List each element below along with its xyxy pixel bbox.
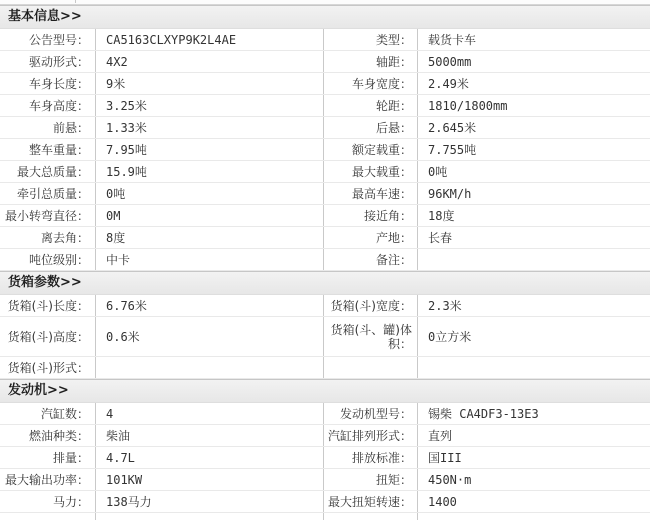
spec-value-text: 138马力 [106, 494, 152, 509]
spec-value-text: 101KW [106, 472, 143, 487]
spec-value-text: 450N·m [428, 472, 472, 487]
spec-value [96, 295, 324, 316]
spec-value-text: 0吨 [428, 164, 448, 179]
spec-value [418, 29, 650, 50]
spec-label [0, 317, 96, 356]
spec-label-text: 最大总质量： [16, 164, 89, 179]
spec-row [0, 425, 650, 447]
spec-label-text: 最大输出功率： [4, 472, 89, 487]
spec-value-text: 1.33米 [106, 120, 147, 135]
spec-value [96, 447, 324, 468]
spec-value [96, 29, 324, 50]
spec-label [0, 295, 96, 316]
spec-label-text: 排量： [52, 450, 89, 465]
spec-label [0, 403, 96, 424]
spec-label [0, 249, 96, 270]
spec-row [0, 513, 650, 520]
spec-value-text: 2.645米 [428, 120, 477, 135]
spec-value-text: 4 [106, 406, 114, 421]
spec-label-text: 车身宽度： [351, 76, 412, 91]
spec-label [0, 205, 96, 226]
spec-value-text: 中卡 [106, 252, 131, 267]
spec-label [0, 161, 96, 182]
spec-label-text: 车身高度： [28, 98, 89, 113]
spec-label [324, 469, 418, 490]
spec-row [0, 317, 650, 357]
spec-value-text: 2.49米 [428, 76, 469, 91]
spec-value-text: CA5163CLXYP9K2L4AE [106, 32, 237, 47]
spec-label [0, 357, 96, 378]
spec-row [0, 205, 650, 227]
spec-label [324, 95, 418, 116]
spec-value-text: 7.95吨 [106, 142, 147, 157]
spec-label-text: 离去角： [40, 230, 89, 245]
spec-value [96, 425, 324, 446]
spec-label-text: 牵引总质量： [16, 186, 89, 201]
spec-label-text: 最大载重： [351, 164, 412, 179]
spec-value [418, 95, 650, 116]
spec-value [96, 73, 324, 94]
spec-value [418, 425, 650, 446]
spec-row [0, 117, 650, 139]
spec-value [418, 73, 650, 94]
spec-value [96, 95, 324, 116]
spec-label [0, 95, 96, 116]
spec-value-text: 0吨 [106, 186, 126, 201]
spec-value [418, 317, 650, 356]
spec-value [418, 205, 650, 226]
spec-label [0, 51, 96, 72]
spec-label [324, 161, 418, 182]
spec-value-text: 国III [428, 450, 462, 465]
spec-value [96, 357, 324, 378]
spec-label-text: 货箱(斗)宽度： [330, 298, 412, 313]
spec-label-text: 接近角： [363, 208, 412, 223]
spec-value [418, 139, 650, 160]
partial-next-row [0, 513, 650, 520]
spec-row [0, 403, 650, 425]
spec-value-text: 长春 [428, 230, 453, 245]
spec-label-text: 货箱(斗)长度： [7, 298, 89, 313]
spec-row [0, 161, 650, 183]
spec-value-text: 0M [106, 208, 121, 223]
section-header-basic-info: 基本信息>> [0, 5, 650, 29]
spec-row [0, 227, 650, 249]
spec-label [324, 447, 418, 468]
spec-value-text: 2.3米 [428, 298, 462, 313]
spec-label-text: 燃油种类： [28, 428, 89, 443]
spec-value [418, 183, 650, 204]
spec-table [0, 5, 650, 513]
spec-value [418, 161, 650, 182]
spec-label [324, 227, 418, 248]
spec-label-text: 货箱(斗)高度： [7, 329, 89, 344]
spec-row [0, 139, 650, 161]
spec-label-text: 汽缸数： [40, 406, 89, 421]
spec-label-text: 最大扭矩转速： [327, 494, 412, 509]
spec-value-text: 18度 [428, 208, 455, 223]
spec-row [0, 51, 650, 73]
spec-label [324, 51, 418, 72]
spec-label [324, 513, 418, 520]
spec-value-text: 4X2 [106, 54, 128, 69]
spec-value-text: 6.76米 [106, 298, 147, 313]
spec-label-text: 产地： [375, 230, 412, 245]
spec-label [324, 317, 418, 356]
spec-label-text: 发动机型号： [339, 406, 412, 421]
spec-value-text: 9米 [106, 76, 126, 91]
spec-label [0, 117, 96, 138]
spec-value-text: 7.755吨 [428, 142, 477, 157]
section-header-engine: 发动机>> [0, 379, 650, 403]
spec-label [324, 425, 418, 446]
spec-row [0, 469, 650, 491]
spec-label [0, 447, 96, 468]
spec-value [96, 205, 324, 226]
spec-label [324, 357, 418, 378]
previous-table-edge [0, 0, 650, 5]
spec-label [0, 491, 96, 512]
spec-label-text: 吨位级别： [28, 252, 89, 267]
spec-label [324, 183, 418, 204]
spec-label-text: 额定载重： [351, 142, 412, 157]
spec-row [0, 73, 650, 95]
spec-value [96, 513, 324, 520]
spec-value [418, 403, 650, 424]
spec-value-text: 4.7L [106, 450, 135, 465]
spec-row [0, 183, 650, 205]
spec-label [0, 183, 96, 204]
spec-value [96, 139, 324, 160]
spec-value [418, 227, 650, 248]
spec-label-text: 排放标准： [351, 450, 412, 465]
spec-value [96, 183, 324, 204]
spec-row [0, 357, 650, 379]
spec-label [324, 117, 418, 138]
spec-value-text: 96KM/h [428, 186, 472, 201]
spec-value-text: 1810/1800mm [428, 98, 508, 113]
spec-label [0, 139, 96, 160]
spec-label-text: 公告型号： [28, 32, 89, 47]
spec-value [418, 295, 650, 316]
spec-value-text: 8度 [106, 230, 126, 245]
spec-label-text: 备注： [375, 252, 412, 267]
spec-label-text: 驱动形式： [28, 54, 89, 69]
spec-label-text: 类型： [375, 32, 412, 47]
spec-label-text: 马力： [52, 494, 89, 509]
spec-label [324, 73, 418, 94]
spec-label [324, 29, 418, 50]
section-header-cargo-box: 货箱参数>> [0, 271, 650, 295]
spec-value-text: 1400 [428, 494, 457, 509]
spec-label [0, 513, 96, 520]
spec-label [0, 425, 96, 446]
spec-label-text: 最小转弯直径： [4, 208, 89, 223]
spec-value [418, 357, 650, 378]
spec-value-text: 锡柴 CA4DF3-13E3 [428, 406, 539, 421]
spec-value [96, 469, 324, 490]
spec-label-text: 整车重量： [28, 142, 89, 157]
spec-label-text: 汽缸排列形式： [327, 428, 412, 443]
spec-value [418, 117, 650, 138]
spec-value [418, 447, 650, 468]
spec-value [418, 491, 650, 512]
spec-label-text: 货箱(斗、罐)体积： [330, 322, 412, 351]
spec-label-text: 货箱(斗)形式： [7, 360, 89, 375]
spec-label [0, 469, 96, 490]
spec-label [0, 73, 96, 94]
spec-label-text: 轮距： [375, 98, 412, 113]
spec-label-text: 车身长度： [28, 76, 89, 91]
spec-value [418, 469, 650, 490]
spec-value-text: 柴油 [106, 428, 131, 443]
spec-label [324, 139, 418, 160]
spec-label [324, 205, 418, 226]
spec-label-text: 最高车速： [351, 186, 412, 201]
spec-label [324, 403, 418, 424]
spec-label [324, 491, 418, 512]
spec-value [418, 513, 650, 520]
spec-value [418, 51, 650, 72]
spec-value [96, 491, 324, 512]
spec-row [0, 491, 650, 513]
spec-row [0, 295, 650, 317]
spec-value [96, 403, 324, 424]
spec-value-text: 0立方米 [428, 329, 472, 344]
spec-value [96, 117, 324, 138]
spec-value [96, 317, 324, 356]
spec-value-text: 0.6米 [106, 329, 140, 344]
spec-value-text: 直列 [428, 428, 453, 443]
spec-label [0, 227, 96, 248]
spec-label [324, 249, 418, 270]
spec-label [324, 295, 418, 316]
spec-row [0, 249, 650, 271]
spec-row [0, 447, 650, 469]
spec-value-text: 5000mm [428, 54, 472, 69]
spec-row [0, 95, 650, 117]
spec-label-text: 轴距： [375, 54, 412, 69]
spec-label [0, 29, 96, 50]
spec-label-text: 前悬： [52, 120, 89, 135]
spec-value-text: 3.25米 [106, 98, 147, 113]
spec-label-text: 后悬： [375, 120, 412, 135]
spec-row [0, 29, 650, 51]
spec-value-text: 15.9吨 [106, 164, 147, 179]
spec-value-text: 载货卡车 [428, 32, 477, 47]
spec-value [96, 249, 324, 270]
spec-label-text: 扭矩： [375, 472, 412, 487]
spec-value [96, 51, 324, 72]
spec-value [418, 249, 650, 270]
spec-value [96, 161, 324, 182]
spec-value [96, 227, 324, 248]
